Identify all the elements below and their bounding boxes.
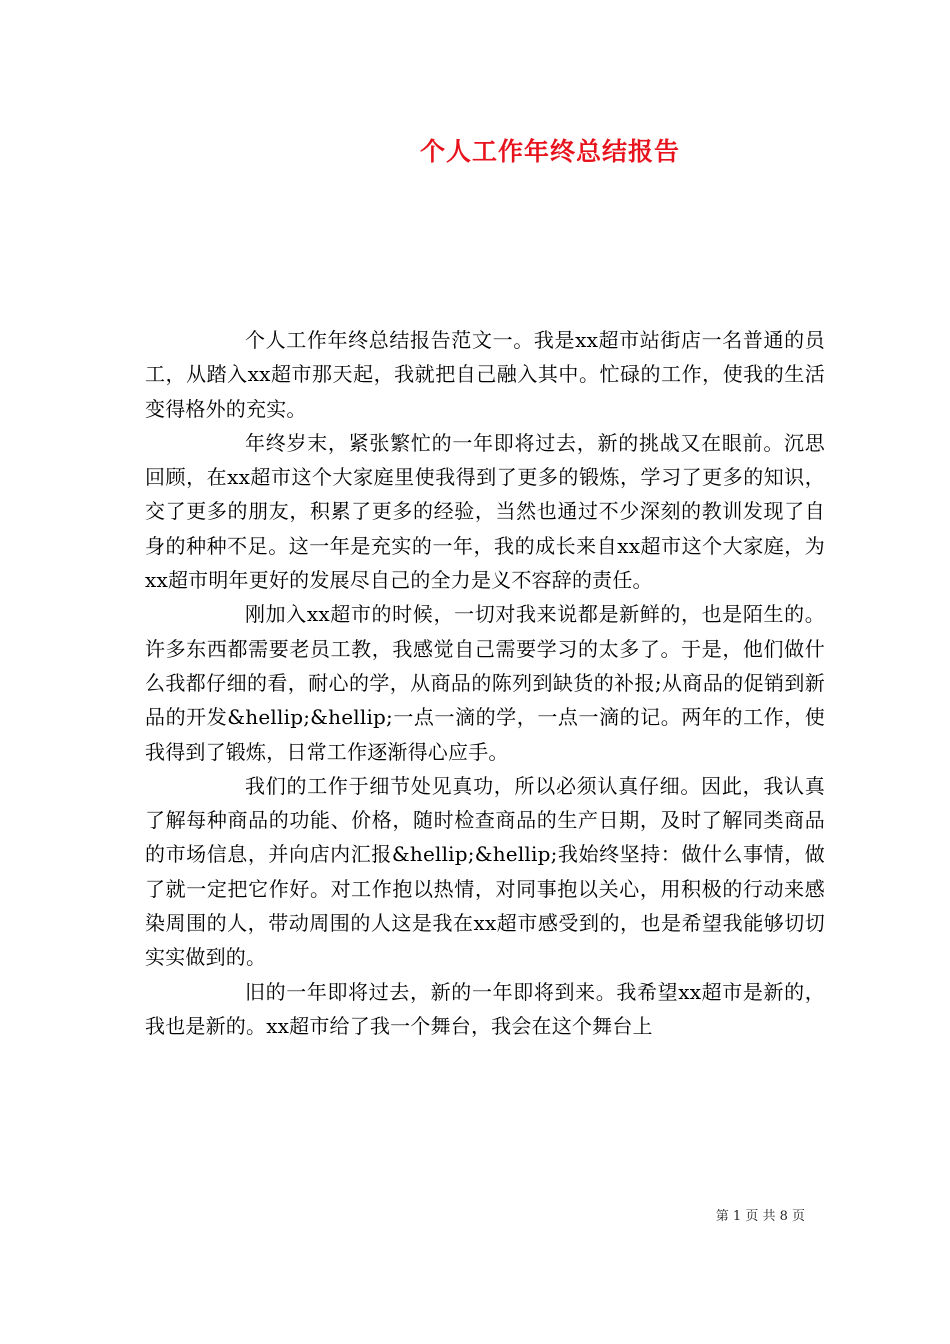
paragraph-1: 个人工作年终总结报告范文一。我是xx超市站街店一名普通的员工，从踏入xx超市那天起，我就把自己融入其中。忙碌的工作，使我的生活变得格外的充实。 bbox=[145, 328, 825, 421]
document-body bbox=[145, 323, 825, 1043]
paragraph-3: 刚加入xx超市的时候，一切对我来说都是新鲜的，也是陌生的。许多东西都需要老员工教，我感觉自己需要学习的太多了。于是，他们做什么我都仔细的看，耐心的学，从商品的陈列到缺货的补报;从商品的促销到新品的开发&hellip;&hellip;一点一滴的学，一点一滴的记。两年的工作，使我得到了锻炼，日常工作逐渐得心应手。 bbox=[145, 602, 825, 764]
paragraph-2: 年终岁末，紧张繁忙的一年即将过去，新的挑战又在眼前。沉思回顾，在xx超市这个大家庭里使我得到了更多的锻炼，学习了更多的知识，交了更多的朋友，积累了更多的经验，当然也通过不少深刻的教训发现了自身的种种不足。这一年是充实的一年，我的成长来自xx超市这个大家庭，为xx超市明年更好的发展尽自己的全力是义不容辞的责任。 bbox=[145, 430, 825, 593]
paragraph-4: 我们的工作于细节处见真功，所以必须认真仔细。因此，我认真了解每种商品的功能、价格，随时检查商品的生产日期，及时了解同类商品的市场信息，并向店内汇报&hellip;&hellip;我始终坚持：做什么事情，做了就一定把它作好。对工作抱以热情，对同事抱以关心，用积极的行动来感染周围的人，带动周围的人这是我在xx超市感受到的，也是希望我能够切切实实做到的。 bbox=[145, 773, 825, 970]
document-title: 个人工作年终总结报告 bbox=[419, 137, 680, 166]
page-number-footer: 第 1 页 共 8 页 bbox=[715, 1209, 805, 1224]
paragraph-5: 旧的一年即将过去，新的一年即将到来。我希望xx超市是新的，我也是新的。xx超市给了我一个舞台，我会在这个舞台上 bbox=[145, 979, 825, 1038]
